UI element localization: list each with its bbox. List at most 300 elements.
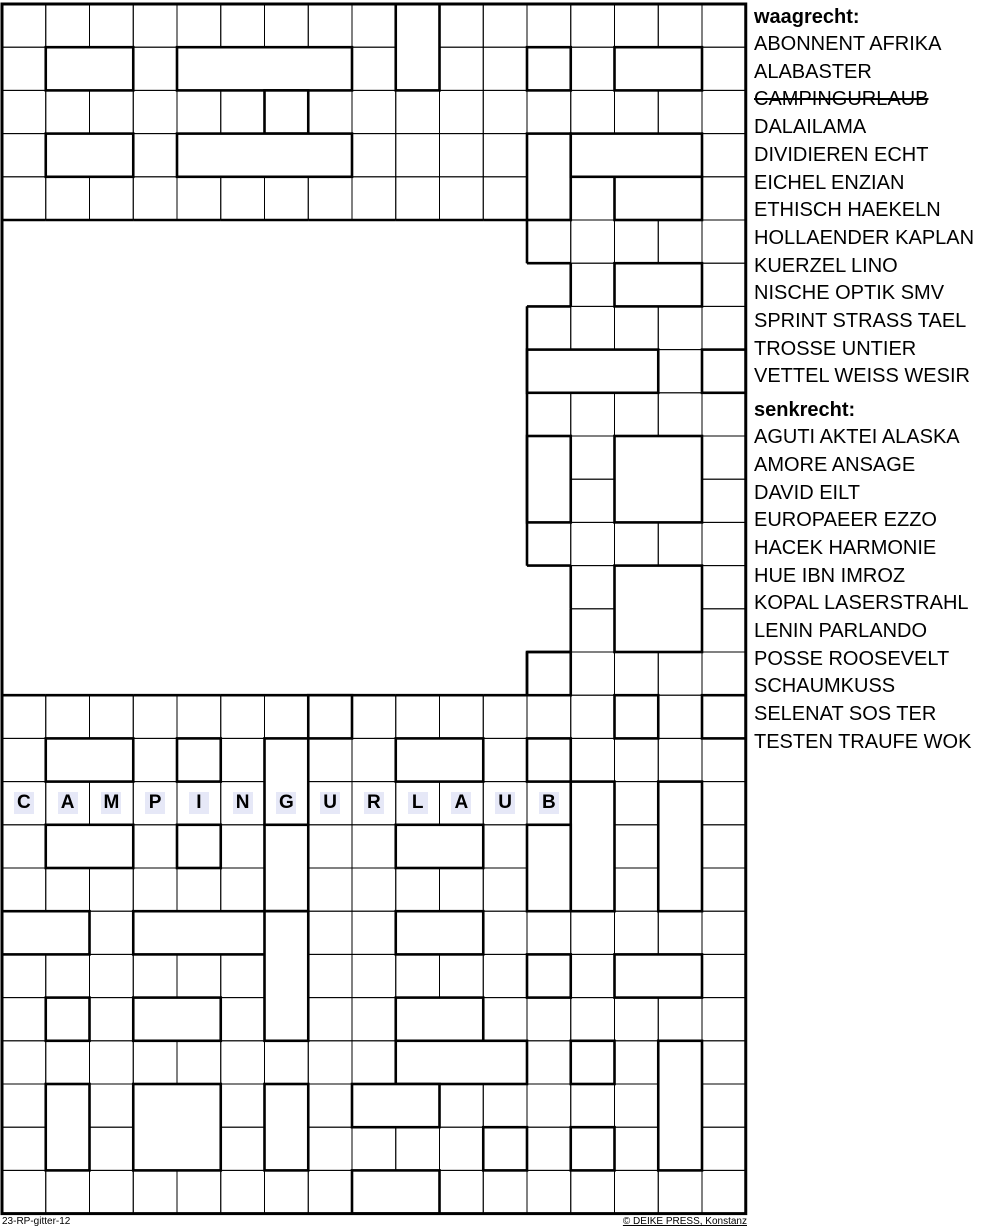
senkrecht-heading: senkrecht: [754, 399, 856, 422]
grid-cell [702, 4, 746, 47]
grid-cell [46, 1170, 90, 1213]
answer-block [527, 738, 571, 781]
grid-cell [702, 825, 746, 868]
grid-cell [702, 1170, 746, 1213]
answer-block [177, 738, 221, 781]
waagrecht-entry: CAMPINGURLAUB [754, 88, 929, 111]
grid-cell [177, 695, 221, 738]
grid-cell [352, 738, 396, 781]
answer-block [265, 1084, 309, 1170]
answer-block [46, 1084, 90, 1170]
grid-cell [46, 90, 90, 133]
grid-cell [615, 90, 659, 133]
grid-cell [133, 134, 177, 177]
grid-cell [90, 1041, 134, 1084]
grid-cell [440, 4, 484, 47]
grid-cell [440, 1170, 484, 1213]
answer-block [177, 825, 221, 868]
grid-cell [571, 522, 615, 565]
grid-cell [352, 695, 396, 738]
grid-letter: R [352, 782, 396, 825]
answer-block [396, 911, 484, 954]
grid-cell [527, 1127, 571, 1170]
grid-cell [308, 825, 352, 868]
waagrecht-list [754, 31, 997, 391]
grid-cell [46, 868, 90, 911]
grid-cell [658, 652, 702, 695]
grid-cell [440, 177, 484, 220]
grid-cell [308, 738, 352, 781]
waagrecht-entry: NISCHE OPTIK SMV [754, 282, 945, 305]
answer-block [396, 738, 484, 781]
senkrecht-entry: SCHAUMKUSS [754, 675, 896, 698]
grid-cell [571, 954, 615, 997]
answer-block [702, 695, 746, 738]
grid-cell [265, 1170, 309, 1213]
grid-letter: P [133, 782, 177, 825]
grid-cell [221, 177, 265, 220]
grid-cell [177, 90, 221, 133]
answer-block [527, 134, 571, 220]
grid-cell [2, 134, 46, 177]
grid-cell [352, 47, 396, 90]
grid-cell [90, 954, 134, 997]
grid-cell [177, 954, 221, 997]
waagrecht-entry: DIVIDIEREN ECHT [754, 143, 929, 166]
waagrecht-entry: DALAILAMA [754, 116, 867, 139]
grid-cell [133, 825, 177, 868]
senkrecht-entry: KOPAL LASERSTRAHL [754, 592, 969, 615]
grid-cell [352, 134, 396, 177]
grid-cell [90, 1084, 134, 1127]
answer-block [571, 1127, 615, 1170]
grid-cell [571, 479, 615, 522]
grid-cell [133, 47, 177, 90]
grid-cell [615, 998, 659, 1041]
grid-cell [221, 1127, 265, 1170]
grid-cell [90, 1170, 134, 1213]
grid-cell [615, 1084, 659, 1127]
answer-block [527, 825, 571, 911]
grid-cell [90, 177, 134, 220]
grid-cell [352, 954, 396, 997]
grid-letter: N [221, 782, 265, 825]
grid-cell [396, 177, 440, 220]
grid-cell [177, 1041, 221, 1084]
grid-cell [221, 868, 265, 911]
answer-block [615, 177, 703, 220]
grid-cell [571, 263, 615, 306]
grid-cell [702, 1041, 746, 1084]
grid-cell [90, 868, 134, 911]
puzzle-id: 23-RP-gitter-12 [2, 1216, 71, 1227]
waagrecht-entry: SPRINT STRASS TAEL [754, 310, 967, 333]
senkrecht-entry: HACEK HARMONIE [754, 536, 937, 559]
grid-cell [440, 695, 484, 738]
grid-cell [265, 1041, 309, 1084]
grid-cell [90, 4, 134, 47]
grid-cell [352, 998, 396, 1041]
grid-cell [658, 220, 702, 263]
grid-cell [615, 220, 659, 263]
grid-cell [221, 1041, 265, 1084]
grid-letter: A [46, 782, 90, 825]
grid-cell [702, 479, 746, 522]
grid-cell [177, 4, 221, 47]
grid-cell [527, 998, 571, 1041]
grid-cell [527, 1170, 571, 1213]
waagrecht-entry: ALABASTER [754, 60, 872, 83]
grid-letter: L [396, 782, 440, 825]
answer-block [527, 652, 571, 695]
grid-cell [571, 566, 615, 609]
grid-cell [615, 868, 659, 911]
grid-cell [221, 998, 265, 1041]
answer-block [571, 134, 702, 177]
answer-block [658, 1041, 702, 1171]
grid-cell [571, 436, 615, 479]
grid-cell [571, 4, 615, 47]
grid-cell [2, 738, 46, 781]
grid-cell [2, 1084, 46, 1127]
grid-cell [658, 90, 702, 133]
grid-cell [396, 954, 440, 997]
answer-block [615, 263, 703, 306]
grid-cell [265, 4, 309, 47]
grid-cell [658, 393, 702, 436]
grid-cell [46, 1041, 90, 1084]
grid-cell [702, 220, 746, 263]
grid-cell [702, 782, 746, 825]
grid-cell [90, 998, 134, 1041]
grid-cell [658, 522, 702, 565]
grid-cell [702, 954, 746, 997]
grid-letter: I [177, 782, 221, 825]
grid-cell [571, 306, 615, 349]
answer-block [483, 1127, 527, 1170]
grid-cell [221, 825, 265, 868]
waagrecht-heading: waagrecht: [754, 6, 860, 28]
grid-cell [90, 911, 134, 954]
grid-cell [396, 1127, 440, 1170]
senkrecht-entry: HUE IBN IMROZ [754, 564, 906, 587]
grid-cell [2, 954, 46, 997]
grid-cell [483, 134, 527, 177]
grid-cell [483, 1170, 527, 1213]
grid-cell [702, 609, 746, 652]
grid-cell [2, 47, 46, 90]
grid-cell [702, 134, 746, 177]
grid-cell [702, 738, 746, 781]
answer-block [396, 1041, 527, 1084]
grid-cell [440, 47, 484, 90]
answer-block [615, 695, 659, 738]
grid-cell [483, 868, 527, 911]
grid-cell [615, 911, 659, 954]
waagrecht-entry: VETTEL WEISS WESIR [754, 365, 970, 388]
grid-cell [308, 1084, 352, 1127]
grid-cell [440, 954, 484, 997]
grid-cell [615, 782, 659, 825]
grid-cell [658, 695, 702, 738]
grid-cell [440, 868, 484, 911]
grid-cell [308, 911, 352, 954]
grid-letter: G [265, 782, 309, 825]
grid-letter: U [308, 782, 352, 825]
grid-cell [702, 306, 746, 349]
grid-cell [483, 1084, 527, 1127]
grid-cell [2, 695, 46, 738]
senkrecht-entry: TESTEN TRAUFE WOK [754, 730, 972, 753]
grid-cell [702, 998, 746, 1041]
answer-block [527, 954, 571, 997]
grid-cell [571, 393, 615, 436]
grid-cell [571, 652, 615, 695]
grid-cell [527, 220, 571, 263]
grid-cell [658, 306, 702, 349]
answer-block [615, 47, 703, 90]
grid-cell [615, 825, 659, 868]
grid-cell [308, 4, 352, 47]
grid-cell [702, 566, 746, 609]
grid-cell [483, 998, 527, 1041]
senkrecht-list [754, 424, 997, 756]
grid-cell [440, 1127, 484, 1170]
waagrecht-entry: HOLLAENDER KAPLAN [754, 226, 975, 249]
grid-cell [133, 4, 177, 47]
grid-cell [440, 90, 484, 133]
grid-cell [2, 825, 46, 868]
grid-cell [571, 47, 615, 90]
senkrecht-entry: EUROPAEER EZZO [754, 509, 937, 532]
grid-cell [571, 1170, 615, 1213]
word-list [754, 4, 997, 757]
grid-cell [46, 177, 90, 220]
grid-cell [615, 306, 659, 349]
grid-cell [177, 1170, 221, 1213]
grid-cell [90, 1127, 134, 1170]
grid-cell [483, 695, 527, 738]
answer-block [527, 436, 571, 522]
grid-cell [571, 609, 615, 652]
grid-cell [133, 177, 177, 220]
answer-block [177, 47, 352, 90]
grid-cell [221, 4, 265, 47]
answer-block [46, 47, 134, 90]
grid-cell [702, 1084, 746, 1127]
grid-cell [396, 868, 440, 911]
grid-cell [615, 1170, 659, 1213]
grid-cell [2, 4, 46, 47]
grid-cell [658, 4, 702, 47]
grid-cell [308, 1127, 352, 1170]
grid-cell [483, 825, 527, 868]
grid-cell [702, 868, 746, 911]
grid-cell [46, 695, 90, 738]
grid-cell [527, 1084, 571, 1127]
grid-letter: M [90, 782, 134, 825]
waagrecht-entry: ABONNENT AFRIKA [754, 33, 942, 55]
grid-cell [483, 738, 527, 781]
grid-cell [615, 652, 659, 695]
answer-block [571, 1041, 615, 1084]
grid-cell [352, 4, 396, 47]
answer-block [265, 90, 309, 133]
grid-cell [308, 998, 352, 1041]
grid-cell [702, 436, 746, 479]
answer-block [615, 436, 703, 522]
grid-cell [483, 47, 527, 90]
senkrecht-entry: LENIN PARLANDO [754, 620, 928, 643]
answer-block [46, 738, 134, 781]
grid-cell [46, 954, 90, 997]
answer-block [396, 825, 484, 868]
grid-cell [702, 522, 746, 565]
grid-cell [2, 1041, 46, 1084]
grid-cell [221, 954, 265, 997]
grid-cell [702, 263, 746, 306]
grid-cell [308, 1170, 352, 1213]
grid-cell [483, 90, 527, 133]
grid-cell [265, 177, 309, 220]
answer-block [46, 825, 134, 868]
grid-cell [527, 4, 571, 47]
answer-block [2, 911, 90, 954]
answer-block [265, 911, 309, 1041]
grid-cell [571, 177, 615, 220]
grid-cell [571, 1084, 615, 1127]
answer-block [615, 566, 703, 652]
waagrecht-entry: ETHISCH HAEKELN [754, 199, 941, 222]
answer-block [46, 998, 90, 1041]
grid-cell [221, 1170, 265, 1213]
grid-cell [571, 911, 615, 954]
grid-cell [352, 90, 396, 133]
grid-cell [527, 393, 571, 436]
answer-block [396, 998, 484, 1041]
answer-block [702, 350, 746, 393]
grid-cell [571, 998, 615, 1041]
waagrecht-entry: TROSSE UNTIER [754, 337, 917, 360]
grid-cell [46, 4, 90, 47]
grid-cell [615, 4, 659, 47]
grid-cell [483, 911, 527, 954]
grid-cell [658, 1170, 702, 1213]
answer-block [177, 134, 352, 177]
grid-cell [133, 1170, 177, 1213]
grid-cell [527, 1041, 571, 1084]
answer-block [527, 350, 658, 393]
senkrecht-entry: AMORE ANSAGE [754, 453, 916, 476]
grid-cell [527, 695, 571, 738]
grid-cell [571, 90, 615, 133]
grid-cell [396, 90, 440, 133]
grid-cell [133, 1041, 177, 1084]
grid-cell [133, 868, 177, 911]
grid-cell [2, 90, 46, 133]
senkrecht-entry: SELENAT SOS TER [754, 703, 937, 726]
grid-letter: A [440, 782, 484, 825]
grid-cell [440, 1084, 484, 1127]
grid-cell [308, 954, 352, 997]
grid-cell [2, 868, 46, 911]
grid-cell [615, 393, 659, 436]
grid-cell [2, 1127, 46, 1170]
waagrecht-entry: EICHEL ENZIAN [754, 171, 905, 194]
grid-cell [221, 1084, 265, 1127]
grid-cell [352, 825, 396, 868]
grid-cell [2, 998, 46, 1041]
grid-cell [483, 954, 527, 997]
grid-cell [571, 695, 615, 738]
grid-cell [658, 350, 702, 393]
grid-cell [308, 177, 352, 220]
grid-cell [352, 868, 396, 911]
grid-cell [615, 1127, 659, 1170]
answer-block [352, 1170, 440, 1213]
grid-cell [352, 1041, 396, 1084]
grid-cell [133, 695, 177, 738]
grid-letter: U [483, 782, 527, 825]
copyright: © DEIKE PRESS, Konstanz [622, 1216, 747, 1227]
senkrecht-entry: AGUTI AKTEI ALASKA [754, 426, 960, 449]
grid-cell [90, 695, 134, 738]
answer-block [658, 782, 702, 912]
waagrecht-entry: KUERZEL LINO [754, 254, 898, 277]
grid-cell [702, 652, 746, 695]
grid-cell [658, 998, 702, 1041]
answer-block [396, 4, 440, 90]
grid-cell [702, 177, 746, 220]
grid-cell [2, 177, 46, 220]
grid-cell [527, 911, 571, 954]
grid-cell [615, 522, 659, 565]
grid-cell [615, 1041, 659, 1084]
grid-cell [265, 695, 309, 738]
grid-cell [221, 695, 265, 738]
grid-cell [352, 911, 396, 954]
grid-cell [352, 177, 396, 220]
grid-cell [221, 90, 265, 133]
senkrecht-entry: POSSE ROOSEVELT [754, 647, 950, 670]
grid-cell [571, 738, 615, 781]
answer-block [352, 1084, 440, 1127]
grid-cell [702, 90, 746, 133]
grid-cell [571, 220, 615, 263]
answer-block [615, 954, 703, 997]
grid-cell [90, 90, 134, 133]
answer-block [527, 47, 571, 90]
grid-cell [308, 868, 352, 911]
grid-cell [527, 306, 571, 349]
grid-letter: B [527, 782, 571, 825]
grid-cell [396, 134, 440, 177]
grid-cell [133, 738, 177, 781]
grid-cell [702, 1127, 746, 1170]
answer-block [571, 782, 615, 912]
grid-letter: C [2, 782, 46, 825]
grid-cell [308, 90, 352, 133]
senkrecht-entry: DAVID EILT [754, 481, 860, 504]
grid-cell [221, 738, 265, 781]
grid-cell [483, 177, 527, 220]
grid-cell [440, 134, 484, 177]
grid-cell [483, 4, 527, 47]
answer-block [133, 998, 221, 1041]
grid-cell [658, 911, 702, 954]
grid-cell [702, 393, 746, 436]
grid-cell [308, 1041, 352, 1084]
